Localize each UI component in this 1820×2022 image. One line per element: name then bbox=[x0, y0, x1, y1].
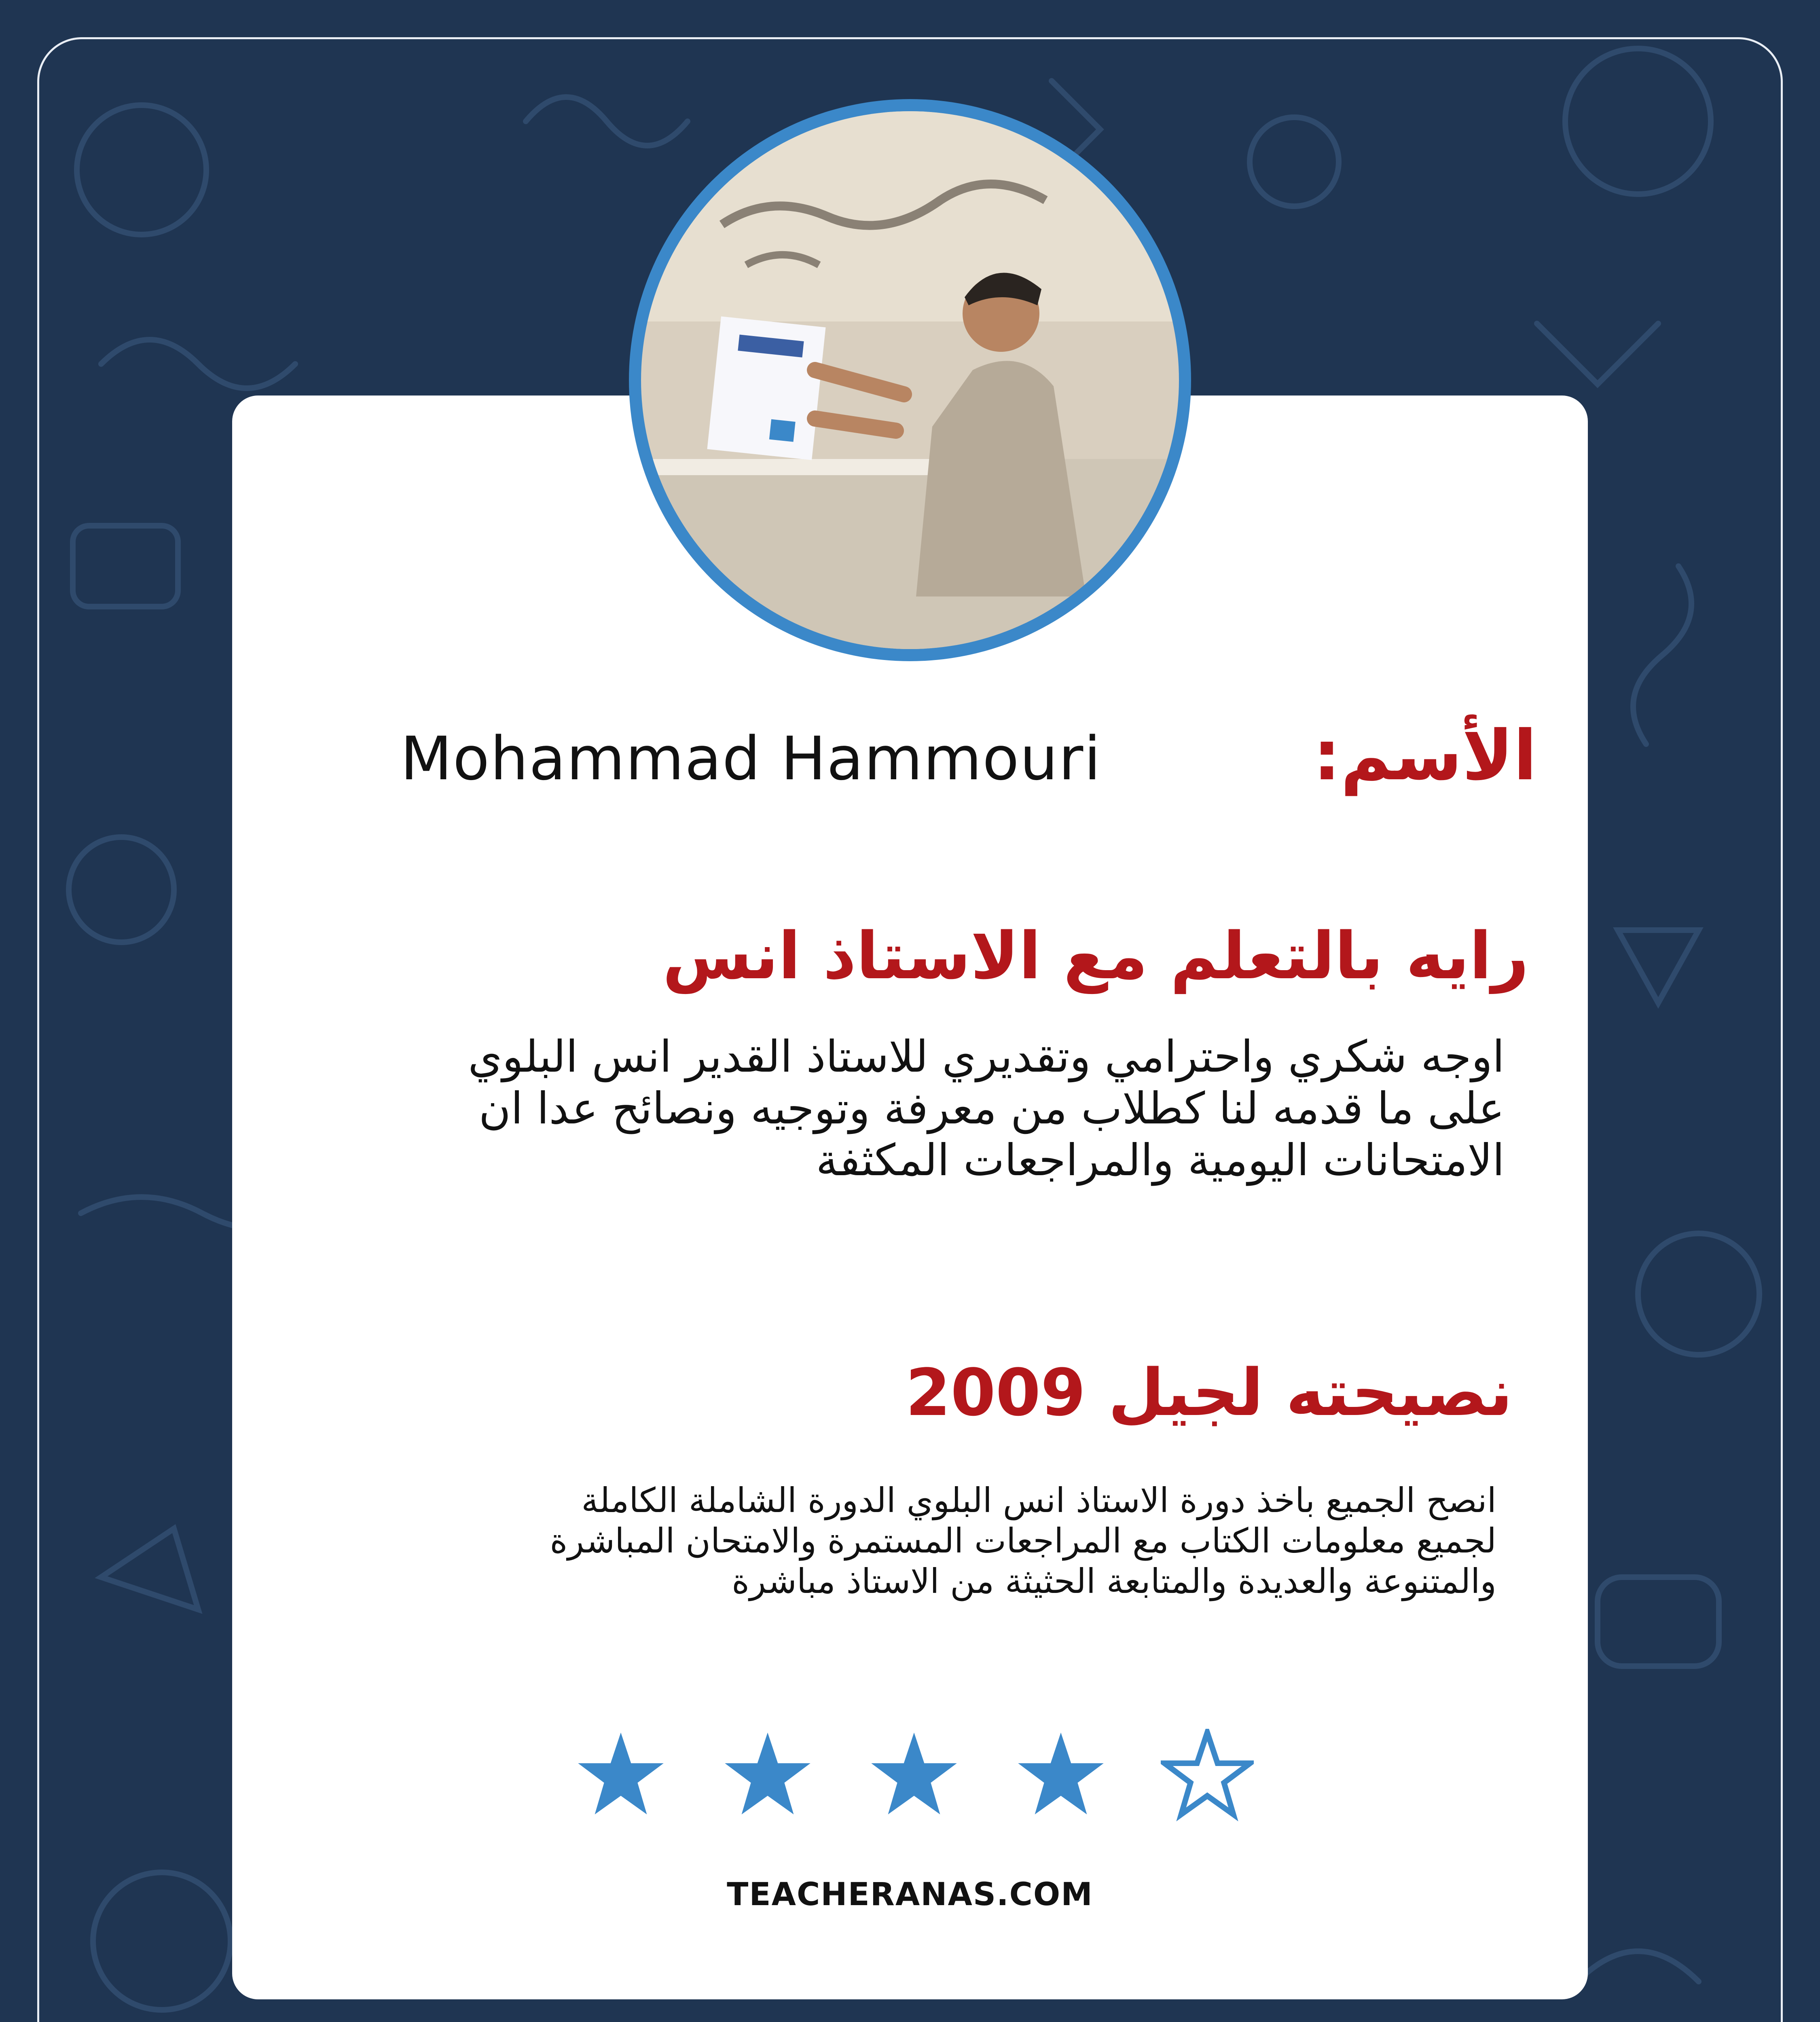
avatar bbox=[629, 99, 1191, 661]
website-url[interactable]: TEACHERANAS.COM bbox=[727, 1876, 1093, 1913]
advice-line: انصح الجميع باخذ دورة الاستاذ انس البلوي الدورة الشاملة الكاملة bbox=[581, 1481, 1496, 1520]
opinion-text bbox=[291, 1031, 1505, 1187]
advice-title: نصيحته لجيل 2009 bbox=[906, 1355, 1513, 1430]
filled-star-icon bbox=[868, 1729, 961, 1822]
empty-star-icon bbox=[1161, 1729, 1254, 1822]
filled-star-icon bbox=[721, 1729, 814, 1822]
opinion-line: على ما قدمه لنا كطلاب من معرفة وتوجيه ونصائح عدا ان bbox=[478, 1083, 1505, 1134]
name-row bbox=[400, 716, 1537, 805]
star-rating bbox=[574, 1727, 1254, 1824]
advice-line: والمتنوعة والعديدة والمتابعة الحثيثة من الاستاذ مباشرة bbox=[732, 1561, 1496, 1601]
opinion-line: اوجه شكري واحترامي وتقديري للاستاذ القدير انس البلوي bbox=[468, 1032, 1505, 1082]
student-name: Mohammad Hammouri bbox=[400, 724, 1102, 793]
opinion-line: الامتحانات اليومية والمراجعات المكثفة bbox=[816, 1135, 1505, 1186]
filled-star-icon bbox=[574, 1729, 667, 1822]
student-photo bbox=[641, 111, 1179, 649]
filled-star-icon bbox=[1014, 1729, 1107, 1822]
advice-text bbox=[364, 1480, 1496, 1601]
opinion-title: رايه بالتعلم مع الاستاذ انس bbox=[662, 918, 1529, 994]
name-label: الأسم: bbox=[1313, 716, 1537, 796]
advice-line: لجميع معلومات الكتاب مع المراجعات المستمرة والامتحان المباشرة bbox=[550, 1521, 1496, 1561]
